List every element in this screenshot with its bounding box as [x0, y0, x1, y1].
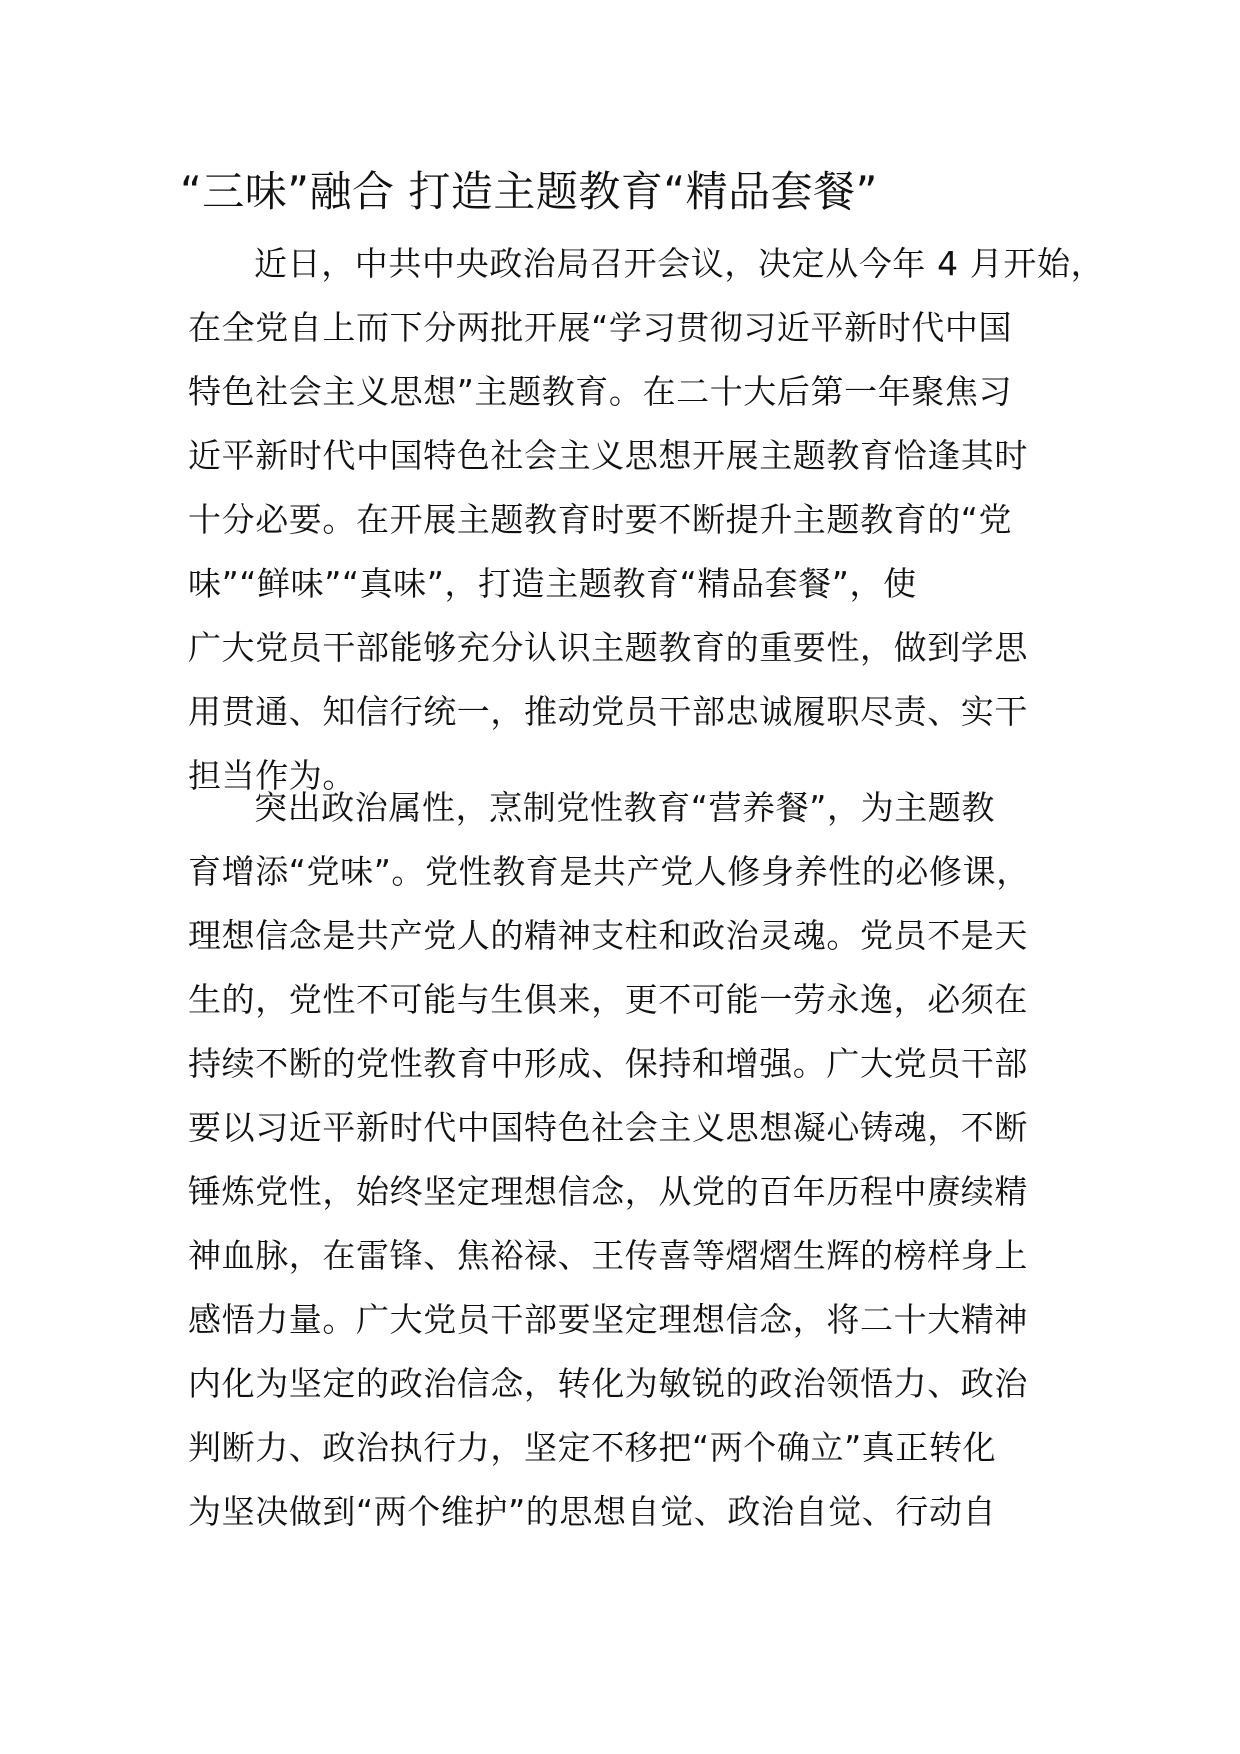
- text-line: 内化为坚定的政治信念，转化为敏锐的政治领悟力、政治: [188, 1364, 1028, 1403]
- text-line: 理想信念是共产党人的精神支柱和政治灵魂。党员不是天: [188, 916, 1028, 955]
- text-line: 生的，党性不可能与生俱来，更不可能一劳永逸，必须在: [188, 980, 1028, 1019]
- text-line: 判断力、政治执行力，坚定不移把“两个确立”真正转化: [188, 1428, 997, 1467]
- text-line: 近平新时代中国特色社会主义思想开展主题教育恰逢其时: [188, 436, 1028, 475]
- text-line: 味”“鲜味”“真味”，打造主题教育“精品套餐”，使: [188, 564, 917, 603]
- text-line: 神血脉，在雷锋、焦裕禄、王传喜等熠熠生辉的榜样身上: [188, 1236, 1028, 1275]
- text-line: 育增添“党味”。党性教育是共产党人修身养性的必修课，: [188, 852, 1030, 891]
- text-line: 为坚决做到“两个维护”的思想自觉、政治自觉、行动自: [188, 1492, 997, 1531]
- text-line: 突出政治属性，烹制党性教育“营养餐”，为主题教: [254, 788, 995, 827]
- text-line: 在全党自上而下分两批开展“学习贯彻习近平新时代中国: [188, 308, 1013, 347]
- text-line: 近日，中共中央政治局召开会议，决定从今年 4 月开始，: [254, 244, 1105, 283]
- paragraph-1: [188, 232, 1105, 808]
- text-line: 持续不断的党性教育中形成、保持和增强。广大党员干部: [188, 1044, 1028, 1083]
- text-line: 用贯通、知信行统一，推动党员干部忠诚履职尽责、实干: [188, 692, 1028, 731]
- text-line: 特色社会主义思想”主题教育。在二十大后第一年聚焦习: [188, 372, 1013, 411]
- text-line: 锤炼党性，始终坚定理想信念，从党的百年历程中赓续精: [188, 1172, 1028, 1211]
- text-line: 要以习近平新时代中国特色社会主义思想凝心铸魂，不断: [188, 1108, 1028, 1147]
- text-line: 感悟力量。广大党员干部要坚定理想信念，将二十大精神: [188, 1300, 1028, 1339]
- text-line: 广大党员干部能够充分认识主题教育的重要性，做到学思: [188, 628, 1028, 667]
- document-title: “三味”融合 打造主题教育“精品套餐”: [180, 167, 878, 216]
- text-line: 担当作为。: [188, 756, 356, 795]
- paragraph-2: [188, 776, 1068, 1544]
- text-line: 十分必要。在开展主题教育时要不断提升主题教育的“党: [188, 500, 1013, 539]
